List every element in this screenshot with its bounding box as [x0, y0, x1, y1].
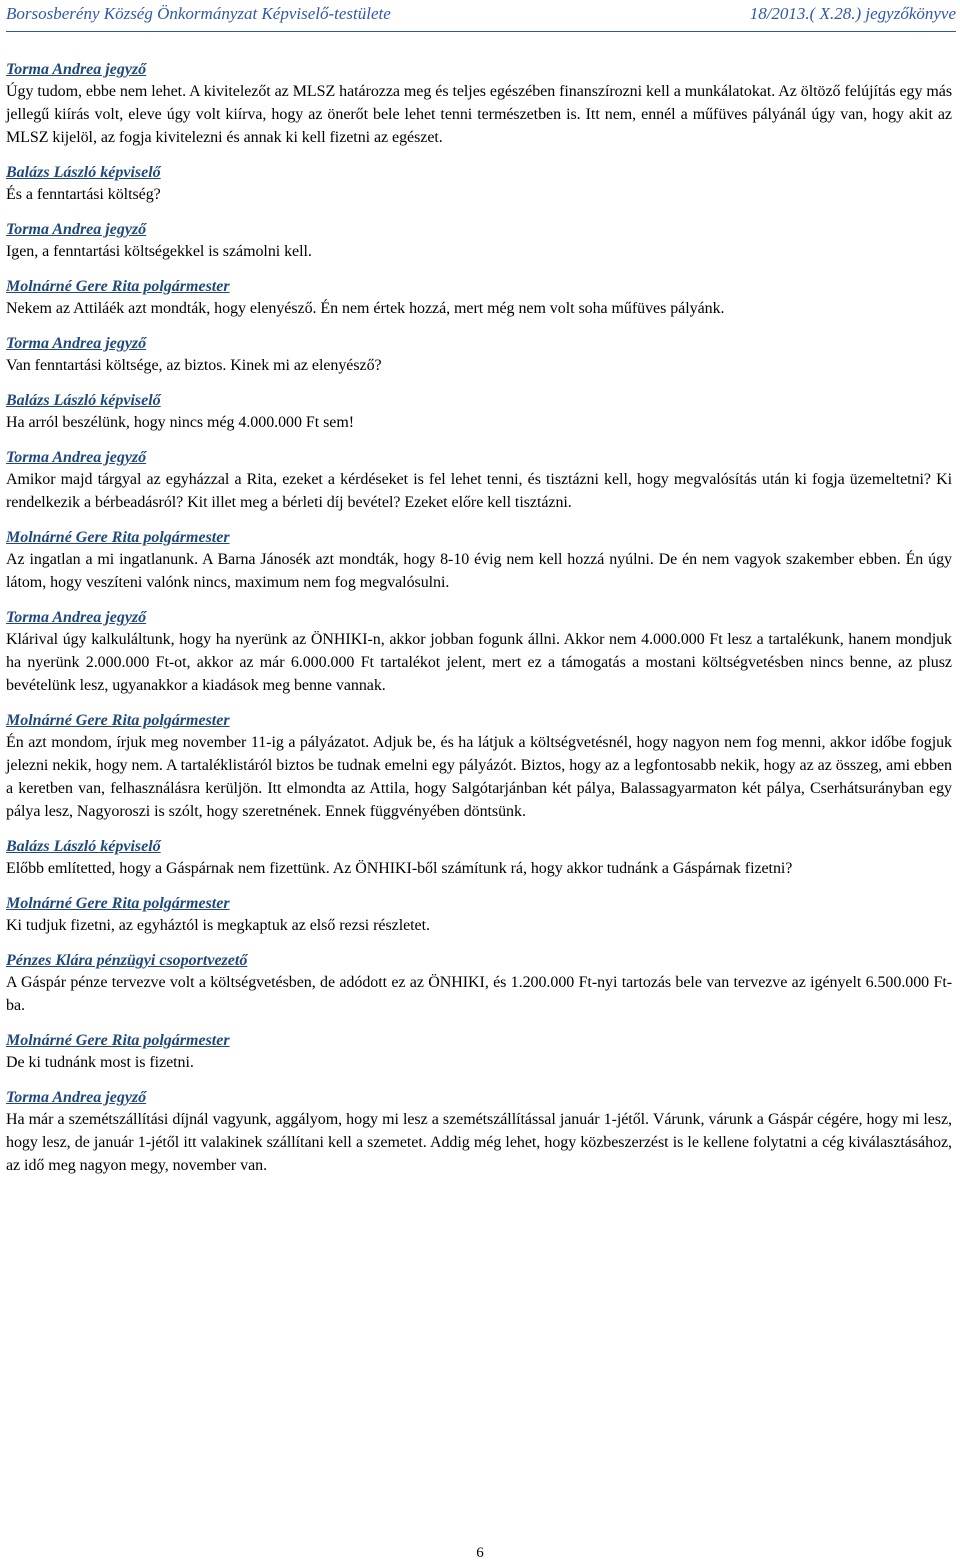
speech-text: A Gáspár pénze tervezve volt a költségvetésben, de adódott ez az ÖNHIKI, és 1.200.000 Ft-nyi tartozás bele van tervezve az igényelt 6.500.000 Ft-ba. [6, 974, 952, 1014]
speech-text: Nekem az Attiláék azt mondták, hogy elenyésző. Én nem értek hozzá, mert még nem volt soha műfüves pályánk. [6, 300, 725, 317]
speech-text: Igen, a fenntartási költségekkel is számolni kell. [6, 243, 312, 260]
speech-text: De ki tudnánk most is fizetni. [6, 1054, 194, 1071]
page-number: 6 [476, 1545, 484, 1561]
speech-text: Előbb említetted, hogy a Gáspárnak nem fizettünk. Az ÖNHIKI-ből számítunk rá, hogy akkor tudnánk a Gáspárnak fizetni? [6, 860, 793, 877]
speaker-name: Molnárné Gere Rita polgármester [6, 1032, 230, 1049]
speaker-name: Torma Andrea jegyző [6, 221, 147, 238]
minutes-entry [6, 448, 952, 514]
speaker-name: Balázs László képviselő [6, 838, 161, 855]
speech-text: Úgy tudom, ebbe nem lehet. A kivitelezőt az MLSZ határozza meg és teljes egészében finanszírozni kell a munkálatokat. Az öltöző felújítás egy más jellegű kiírás volt, eleve úgy volt kiírva, hogy az önerőt bele lehet tenni természetben is. Itt nem, ennél a műfüves pályánál úgy van, hogy akit az MLSZ kijelöl, az fogja kivitelezni és annak ki kell fizetni az egészet. [6, 83, 952, 146]
speaker-name: Torma Andrea jegyző [6, 449, 147, 466]
speech-text: Van fenntartási költsége, az biztos. Kinek mi az elenyésző? [6, 357, 382, 374]
speech-text: És a fenntartási költség? [6, 186, 161, 203]
speaker-name: Balázs László képviselő [6, 392, 161, 409]
speaker-name: Molnárné Gere Rita polgármester [6, 278, 230, 295]
speaker-name: Pénzes Klára pénzügyi csoportvezető [6, 952, 248, 969]
speaker-name: Torma Andrea jegyző [6, 609, 147, 626]
minutes-entry [6, 711, 952, 823]
minutes-entry [6, 163, 952, 206]
speaker-name: Molnárné Gere Rita polgármester [6, 712, 230, 729]
header-document-number: 18/2013.( X.28.) jegyzőkönyve [749, 4, 956, 23]
speech-text: Ha arról beszélünk, hogy nincs még 4.000.000 Ft sem! [6, 414, 355, 431]
minutes-entry [6, 391, 952, 434]
minutes-entry [6, 277, 952, 320]
minutes-entry [6, 608, 952, 697]
speaker-name: Balázs László képviselő [6, 164, 161, 181]
page-header [6, 0, 956, 32]
speech-text: Klárival úgy kalkuláltunk, hogy ha nyerünk az ÖNHIKI-n, akkor jobban fogunk állni. Akkor nem 4.000.000 Ft lesz a tartalékunk, hanem mondjuk ha nyerünk 2.000.000 Ft-ot, akkor az már 6.000.000 Ft tartalékot jelent, mert ez a támogatás a mostani költségvetésben nincs benne, az plusz bevételünk lesz, ugyanakkor a kiadások meg benne vannak. [6, 631, 952, 694]
speaker-name: Torma Andrea jegyző [6, 61, 147, 78]
speaker-name: Torma Andrea jegyző [6, 1089, 147, 1106]
minutes-entry [6, 1031, 952, 1074]
minutes-body [6, 60, 952, 1191]
minutes-entry [6, 220, 952, 263]
header-title: Borsosberény Község Önkormányzat Képviselő-testülete [6, 4, 391, 23]
speech-text: Ki tudjuk fizetni, az egyháztól is megkaptuk az első rezsi részletet. [6, 917, 430, 934]
speaker-name: Torma Andrea jegyző [6, 335, 147, 352]
speech-text: Ha már a szemétszállítási díjnál vagyunk, aggályom, hogy mi lesz a szemétszállítással január 1-jétől. Várunk, várunk a Gáspár cégére, hogy mi lesz, hogy lesz, de január 1-jétől itt valakinek szállítani kell a szemetet. Addig még lehet, hogy közbeszerzést is le kellene folytatni a cég kiválasztásához, az idő meg nagyon megy, november van. [6, 1111, 952, 1174]
minutes-entry [6, 951, 952, 1017]
speech-text: Én azt mondom, írjuk meg november 11-ig a pályázatot. Adjuk be, és ha látjuk a költségvetésnél, hogy nagyon nem fog menni, akkor időbe fogjuk jelezni nekik, hogy nem. A tartaléklistáról biztos be tudnak emelni egy pályázót. Biztos, hogy az a legfontosabb nekik, hogy az az összeg, ami ebben a keretben van, felhasználásra kerüljön. Itt elmondta az Attila, hogy Salgótarjánban két pálya, Balassagyarmaton két pálya, Cserhátsurányban egy pálya lesz, Nagyoroszi is szólt, hogy szeretnének. Ennek függvényében döntsünk. [6, 734, 952, 820]
minutes-entry [6, 1088, 952, 1177]
speaker-name: Molnárné Gere Rita polgármester [6, 895, 230, 912]
speech-text: Az ingatlan a mi ingatlanunk. A Barna Jánosék azt mondták, hogy 8-10 évig nem kell hozzá nyúlni. De én nem vagyok szakember ebben. Én úgy látom, hogy veszíteni valónk nincs, maximum nem fog megvalósulni. [6, 551, 952, 591]
minutes-entry [6, 334, 952, 377]
minutes-entry [6, 60, 952, 149]
speaker-name: Molnárné Gere Rita polgármester [6, 529, 230, 546]
speech-text: Amikor majd tárgyal az egyházzal a Rita, ezeket a kérdéseket is fel lehet tenni, és tisztázni kell, hogy megvalósítás után ki fogja üzemeltetni? Ki rendelkezik a bérbeadásról? Kit illet meg a bérleti díj bevétel? Ezeket előre kell tisztázni. [6, 471, 952, 511]
minutes-entry [6, 528, 952, 594]
minutes-entry [6, 837, 952, 880]
minutes-entry [6, 894, 952, 937]
